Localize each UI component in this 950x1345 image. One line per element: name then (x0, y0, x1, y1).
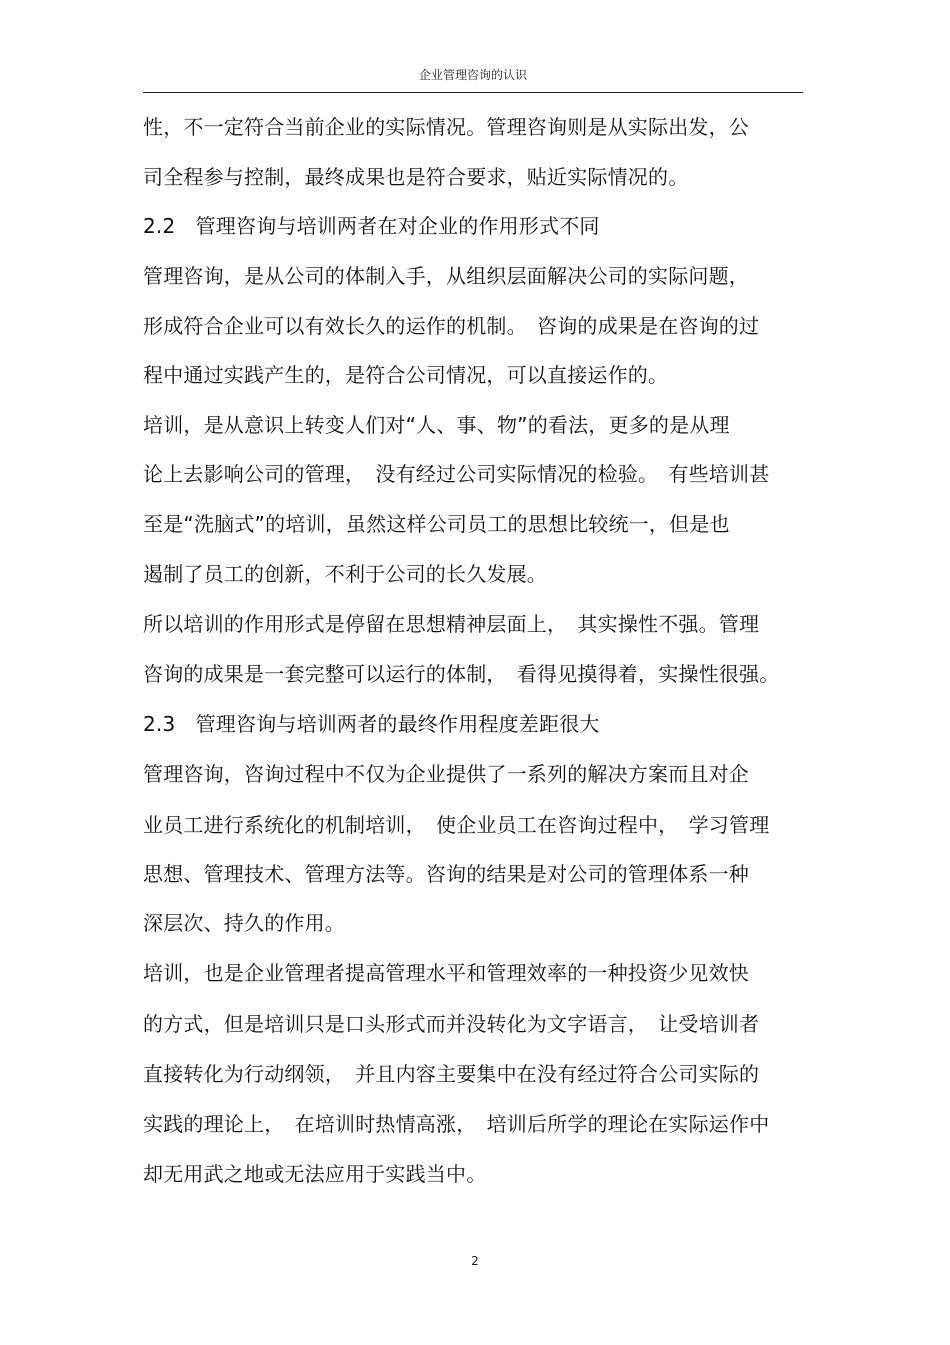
page-number: 2 (471, 1254, 479, 1268)
paragraph-line: 却无用武之地或无法应用于实践当中。 (143, 1162, 487, 1186)
paragraph-line: 实践的理论上， 在培训时热情高涨， 培训后所学的理论在实际运作中 (143, 1112, 770, 1136)
paragraph-line: 培训，也是企业管理者提高管理水平和管理效率的一种投资少见效快 (143, 961, 749, 985)
paragraph-line: 形成符合企业可以有效长久的运作的机制。 咨询的成果是在咨询的过 (143, 314, 760, 338)
paragraph-line: 培训，是从意识上转变人们对“人、事、物”的看法，更多的是从理 (143, 413, 730, 437)
paragraph-line: 论上去影响公司的管理， 没有经过公司实际情况的检验。 有些培训甚 (143, 462, 770, 486)
paragraph-line: 司全程参与控制，最终成果也是符合要求，贴近实际情况的。 (143, 165, 689, 189)
header-rule (143, 92, 803, 93)
paragraph-line: 所以培训的作用形式是停留在思想精神层面上， 其实操性不强。管理 (143, 612, 760, 636)
paragraph-line: 程中通过实践产生的，是符合公司情况，可以直接运作的。 (143, 363, 669, 387)
page-header: 企业管理咨询的认识 (418, 68, 527, 82)
paragraph-line: 的方式，但是培训只是口头形式而并没转化为文字语言， 让受培训者 (143, 1012, 760, 1036)
paragraph-line: 管理咨询，是从公司的体制入手，从组织层面解决公司的实际问题， (143, 264, 749, 288)
paragraph-line: 性，不一定符合当前企业的实际情况。管理咨询则是从实际出发，公 (143, 115, 749, 139)
paragraph-line: 遏制了员工的创新，不利于公司的长久发展。 (143, 562, 547, 586)
paragraph-line: 深层次、持久的作用。 (143, 911, 345, 935)
paragraph-line: 思想、管理技术、管理方法等。咨询的结果是对公司的管理体系一种 (143, 862, 749, 886)
section-heading-2-3: 2.3 管理咨询与培训两者的最终作用程度差距很大 (143, 712, 600, 736)
paragraph-line: 直接转化为行动纲领， 并且内容主要集中在没有经过符合公司实际的 (143, 1062, 760, 1086)
paragraph-line: 至是“洗脑式”的培训，虽然这样公司员工的思想比较统一，但是也 (143, 512, 730, 536)
paragraph-line: 咨询的成果是一套完整可以运行的体制， 看得见摸得着，实操性很强。 (143, 662, 780, 686)
section-heading-2-2: 2.2 管理咨询与培训两者在对企业的作用形式不同 (143, 214, 600, 238)
paragraph-line: 管理咨询，咨询过程中不仅为企业提供了一系列的解决方案而且对企 (143, 762, 749, 786)
paragraph-line: 业员工进行系统化的机制培训， 使企业员工在咨询过程中， 学习管理 (143, 813, 770, 837)
